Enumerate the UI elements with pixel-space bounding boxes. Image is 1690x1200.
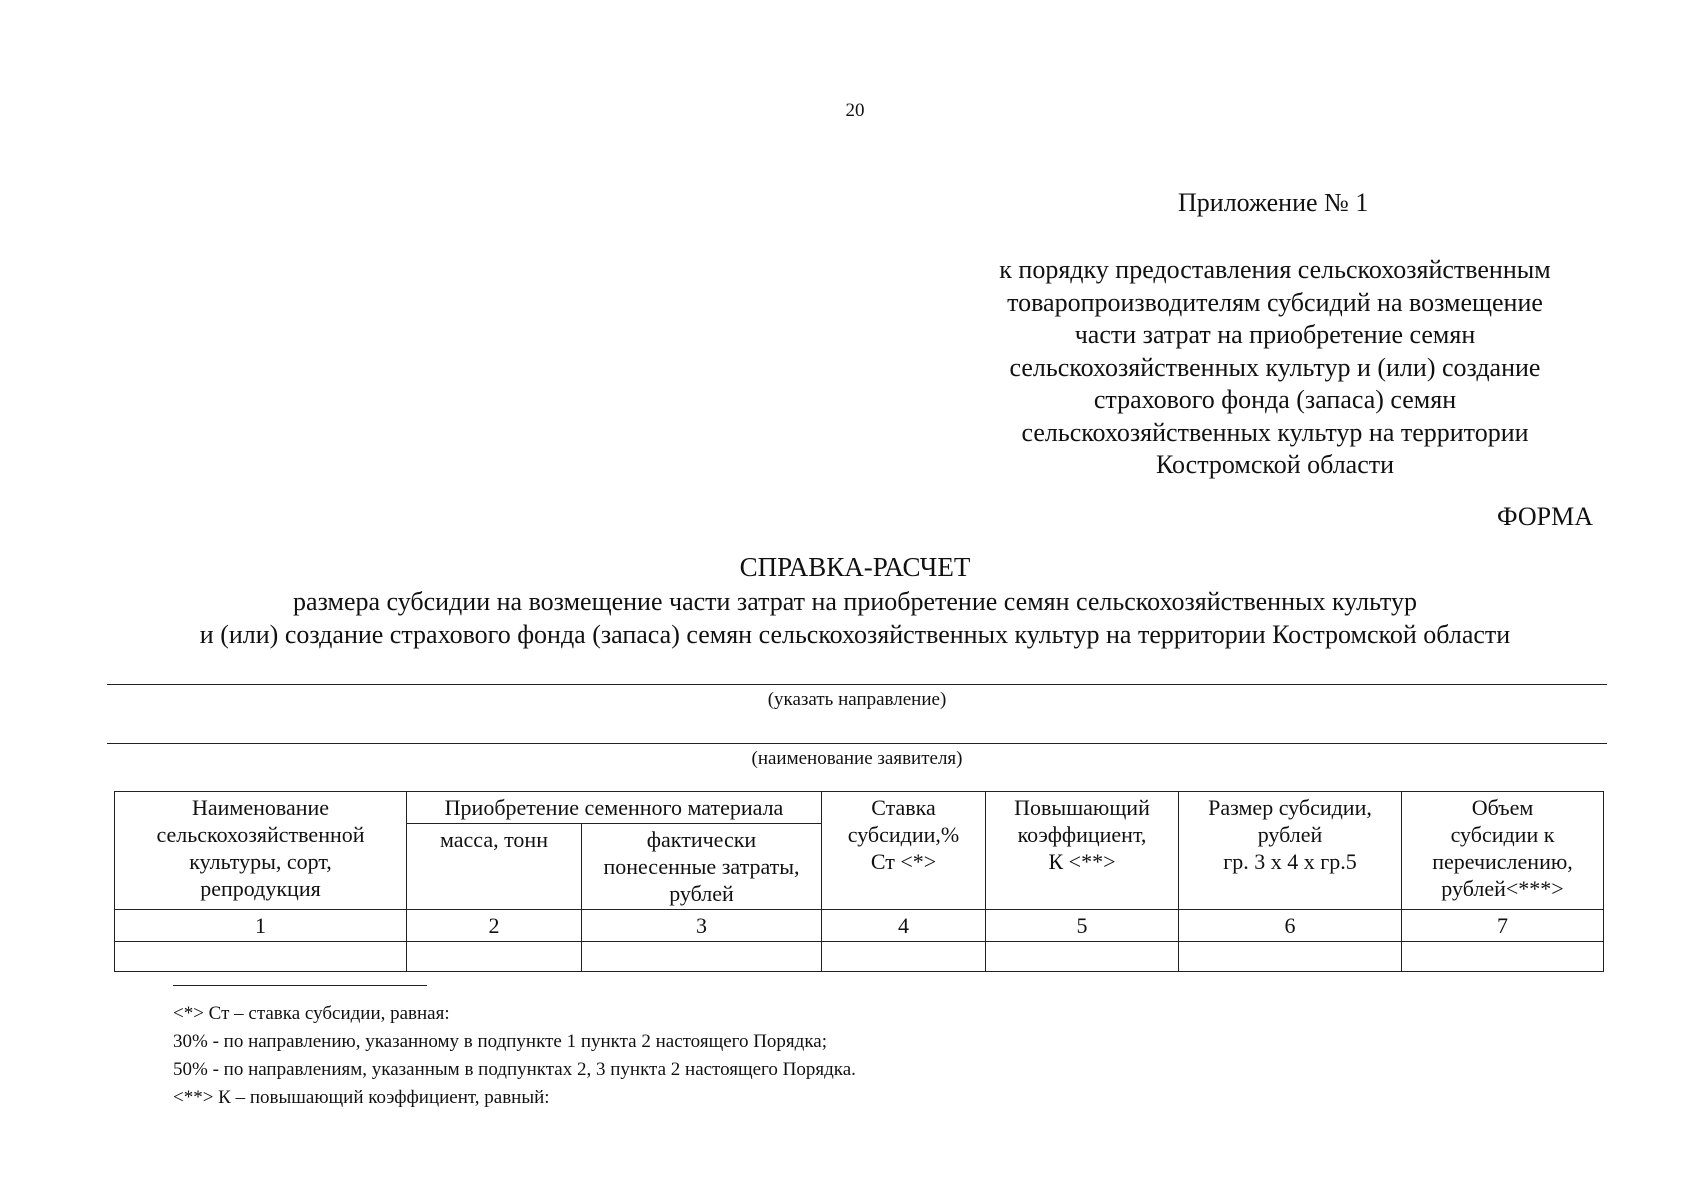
footnote-line: <**> К – повышающий коэффициент, равный: (173, 1087, 550, 1108)
appendix-line: части затрат на приобретение семян (1074, 320, 1476, 349)
direction-fill-line[interactable] (107, 684, 1607, 685)
header-mass: масса, тонн (407, 824, 582, 910)
column-number: 2 (407, 910, 582, 942)
footnote-line: 30% - по направлению, указанному в подпункте 1 пункта 2 настоящего Порядка; (173, 1031, 827, 1052)
appendix-title: Приложение № 1 (1178, 188, 1369, 217)
data-cell-mass[interactable] (407, 942, 582, 972)
footnote-line: 50% - по направлениям, указанным в подпунктах 2, 3 пункта 2 настоящего Порядка. (173, 1059, 856, 1080)
header-seed-purchase: Приобретение семенного материала (407, 792, 822, 824)
header-increasing-coefficient: Повышающий коэффициент, К <**> (986, 792, 1179, 910)
subtitle-line: и (или) создание страхового фонда (запаса) семян сельскохозяйственных культур на территории Костромской области (199, 620, 1511, 649)
column-number: 4 (822, 910, 986, 942)
table-header-row (115, 792, 1604, 824)
data-cell-coefficient[interactable] (986, 942, 1179, 972)
column-number: 7 (1402, 910, 1604, 942)
column-number: 6 (1179, 910, 1402, 942)
applicant-fill-line[interactable] (107, 743, 1607, 744)
form-label: ФОРМА (1497, 502, 1593, 531)
applicant-caption: (наименование заявителя) (751, 748, 963, 769)
header-subsidy-amount: Размер субсидии, рублей гр. 3 х 4 х гр.5 (1179, 792, 1402, 910)
direction-caption: (указать направление) (767, 689, 947, 710)
appendix-line: сельскохозяйственных культур и (или) создание (1009, 352, 1541, 382)
footnote-line: <*> Ст – ставка субсидии, равная: (173, 1003, 450, 1024)
table-number-row (115, 910, 1604, 942)
document-title: СПРАВКА-РАСЧЕТ (739, 552, 971, 582)
footnote-separator (173, 985, 427, 986)
appendix-line: к порядку предоставления сельскохозяйственным (999, 255, 1551, 284)
appendix-line: товаропроизводителям субсидий на возмещение (1007, 287, 1543, 317)
calculation-table (114, 791, 1604, 972)
appendix-line: сельскохозяйственных культур на территории (1021, 417, 1529, 447)
appendix-line: страхового фонда (запаса) семян (1093, 385, 1457, 414)
header-crop-name: Наименование сельскохозяйственной культуры, сорт, репродукция (115, 792, 407, 910)
appendix-description (975, 254, 1575, 482)
table-data-row (115, 942, 1604, 972)
data-cell-rate[interactable] (822, 942, 986, 972)
data-cell-costs[interactable] (582, 942, 822, 972)
appendix-line: Костромской области (1155, 450, 1395, 479)
header-subsidy-transfer: Объем субсидии к перечислению, рублей<***> (1402, 792, 1604, 910)
header-subsidy-rate: Ставка субсидии,% Ст <*> (822, 792, 986, 910)
document-subtitle (0, 585, 1690, 651)
data-cell-transfer[interactable] (1402, 942, 1604, 972)
column-number: 3 (582, 910, 822, 942)
column-number: 1 (115, 910, 407, 942)
page-number: 20 (845, 100, 865, 121)
column-number: 5 (986, 910, 1179, 942)
data-cell-amount[interactable] (1179, 942, 1402, 972)
header-actual-costs: фактически понесенные затраты, рублей (582, 824, 822, 910)
footnotes (173, 1000, 856, 1112)
subtitle-line: размера субсидии на возмещение части затрат на приобретение семян сельскохозяйственных культур (293, 587, 1417, 616)
data-cell-crop[interactable] (115, 942, 407, 972)
